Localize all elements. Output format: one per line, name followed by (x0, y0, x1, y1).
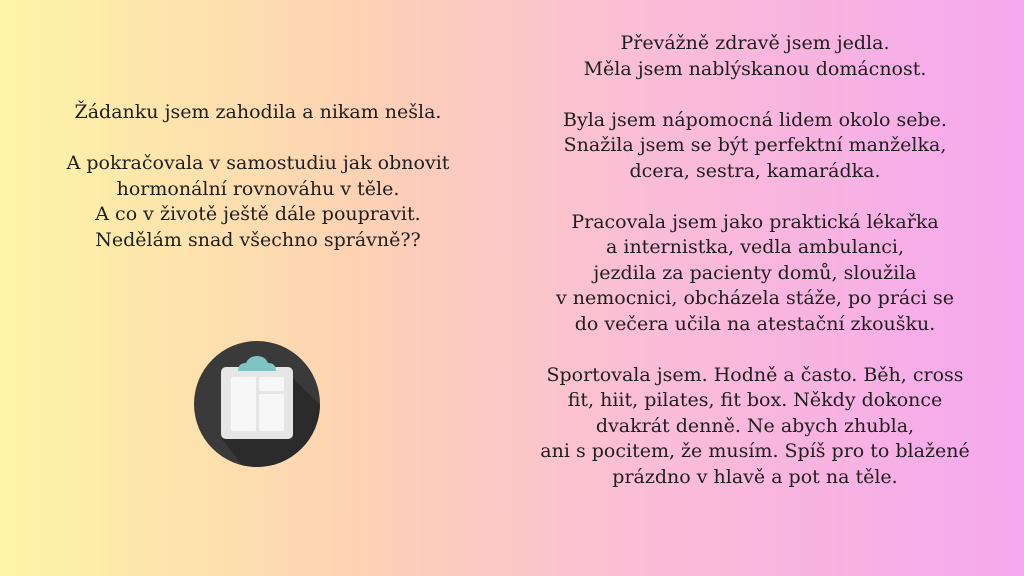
text-line: ani s pocitem, že musím. Spíš pro to blažené (540, 440, 970, 462)
text-line: dcera, sestra, kamarádka. (629, 159, 881, 182)
text-line: fit, hiit, pilates, fit box. Někdy dokonce (567, 389, 943, 411)
clipboard-paper-right-bottom (259, 394, 284, 431)
text-line: Byla jsem nápomocná lidem okolo sebe. (563, 108, 947, 131)
right-paragraph-3 (505, 210, 1005, 338)
text-line: A pokračovala v samostudiu jak obnovit (66, 152, 450, 174)
text-line: prázdno v hlavě a pot na těle. (612, 465, 898, 488)
clipboard-paper-right-top (259, 377, 284, 391)
paragraph-gap (505, 337, 1005, 363)
left-paragraph-2 (18, 151, 498, 253)
clipboard-icon (194, 341, 320, 467)
text-line: Nedělám snad všechno správně?? (95, 228, 421, 251)
text-line: Sportovala jsem. Hodně a často. Běh, cross (546, 363, 964, 386)
text-line: Převážně zdravě jsem jedla. (620, 32, 890, 54)
text-line: dvakrát denně. Ne abych zhubla, (595, 414, 915, 437)
text-line: A co v životě ještě dále poupravit. (95, 203, 421, 225)
text-line: do večera učila na atestační zkoušku. (574, 312, 936, 335)
right-paragraph-2 (505, 108, 1005, 185)
text-line: Snažila jsem se být perfektní manželka, (563, 134, 947, 156)
paragraph-gap (18, 126, 498, 152)
text-line: v nemocnici, obcházela stáže, po práci se (556, 287, 954, 309)
clipboard-icon-graphic (194, 341, 320, 467)
text-line: hormonální rovnováhu v těle. (116, 177, 400, 200)
text-line: Měla jsem nablýskanou domácnost. (583, 57, 927, 80)
paragraph-gap (505, 82, 1005, 108)
left-text-column (18, 100, 498, 253)
right-paragraph-1 (505, 31, 1005, 82)
right-paragraph-4 (505, 363, 1005, 491)
text-line: jezdila za pacienty domů, sloužila (593, 261, 917, 284)
text-line: a internistka, vedla ambulanci, (606, 236, 904, 258)
text-line: Žádanku jsem zahodila a nikam nešla. (74, 101, 442, 123)
clipboard-paper-left (231, 377, 256, 431)
left-paragraph-1 (18, 100, 498, 126)
paragraph-gap (505, 184, 1005, 210)
text-line: Pracovala jsem jako praktická lékařka (571, 210, 939, 233)
right-text-column (505, 31, 1005, 490)
